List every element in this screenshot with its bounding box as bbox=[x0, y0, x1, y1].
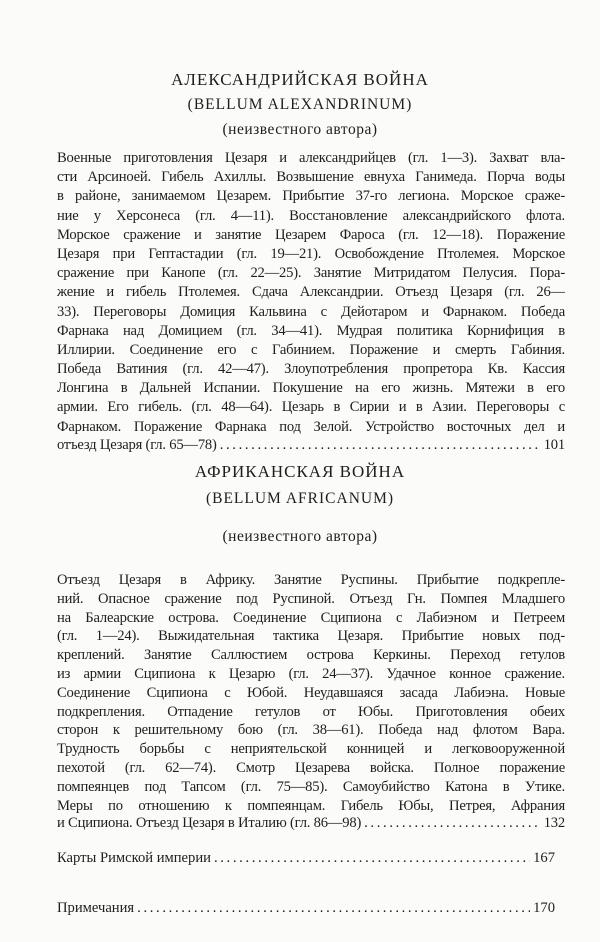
section1-text-line: 33). Переговоры Домиция Кальвина с Дейотаром и Фарнаком. Победа bbox=[57, 303, 565, 320]
section2-page-number: 132 bbox=[543, 815, 565, 832]
section2-text-line: (гл. 1—24). Выжидательная тактика Цезаря. Прибытие новых под- bbox=[57, 628, 565, 645]
section1-text-line: жение и гибель Птолемея. Сдача Александрии. Отъезд Цезаря (гл. 26— bbox=[57, 284, 565, 301]
section2-text-line: на Балеарские острова. Соединение Сципиона с Лабиэном и Петреем bbox=[57, 609, 565, 626]
toc-entry-notes bbox=[57, 900, 565, 917]
section1-text-line: в районе, занимаемом Цезарем. Прибытие 37-го легиона. Морское сраже- bbox=[57, 188, 565, 205]
dot-leader bbox=[137, 900, 530, 917]
section1-text-line: сти Арсиноей. Гибель Ахиллы. Возвышение евнуха Ганимеда. Порча воды bbox=[57, 169, 565, 186]
section2-latin-title: (BELLUM AFRICANUM) bbox=[205, 490, 395, 507]
section2-text-line: ний. Опасное сражение под Руспиной. Отъезд Гн. Помпея Младшего bbox=[57, 590, 565, 607]
section2-author: (неизвестного автора) bbox=[222, 528, 378, 545]
section2-text-line: Соединение Сципиона с Юбой. Неудавшаяся засада Лабиэна. Новые bbox=[57, 684, 565, 701]
section1-text-line: Иллирии. Соединение его с Габинием. Поражение и смерть Габиния. bbox=[57, 341, 565, 358]
section1-text-line: Победа Ватиния (гл. 42—47). Злоупотребления пропретора Кв. Кассия bbox=[57, 361, 565, 378]
section1-title: АЛЕКСАНДРИЙСКАЯ ВОЙНА bbox=[171, 70, 429, 89]
section1-latin-title: (BELLUM ALEXANDRINUM) bbox=[187, 96, 413, 113]
section1-text-line: Цезаря при Гептастадии (гл. 19—21). Освобождение Птолемея. Морское bbox=[57, 245, 565, 262]
section2-text-line: пехотой (гл. 62—74). Смотр Цезарева войска. Полное поражение bbox=[57, 759, 565, 776]
section2-text-line: подкрепления. Отпадение гетулов от Юбы. Приготовления обеих bbox=[57, 703, 565, 720]
section1-text-line: Лонгина в Дальней Испании. Покушение на его жизнь. Мятежи в его bbox=[57, 380, 565, 397]
dot-leader bbox=[220, 437, 541, 454]
toc-page-number: 170 bbox=[533, 900, 555, 916]
section2-text-line: сторон к решительному бою (гл. 38—61). Победа над флотом Вара. bbox=[57, 722, 565, 739]
section1-toc-entry bbox=[57, 437, 565, 454]
section2-text-line: Трудность борьбы с неприятельской конницей и легковооруженной bbox=[57, 741, 565, 758]
section2-text-line: помпеянцев под Тапсом (гл. 75—85). Самоубийство Катона в Утике. bbox=[57, 778, 565, 795]
dot-leader bbox=[214, 850, 530, 867]
section1-author: (неизвестного автора) bbox=[222, 121, 378, 138]
toc-entry-maps bbox=[57, 850, 565, 867]
section2-text-line: из армии Сципиона к Цезарю (гл. 24—37). Удачное конное сражение. bbox=[57, 665, 565, 682]
section1-text-line: ние у Херсонеса (гл. 4—11). Восстановление александрийского флота. bbox=[57, 207, 565, 224]
section1-summary bbox=[57, 149, 565, 454]
dot-leader bbox=[364, 815, 541, 832]
section2-text-line: креплений. Занятие Саллюстием острова Керкины. Переход гетулов bbox=[57, 647, 565, 664]
section1-text-line: Военные приготовления Цезаря и александрийцев (гл. 1—3). Захват вла- bbox=[57, 150, 565, 166]
section1-text-line: Фарнаком. Поражение Фарнака под Зелой. Устройство восточных дел и bbox=[57, 418, 565, 435]
section2-toc-entry bbox=[57, 815, 565, 832]
section2-text-line: Меры по отношению к помпеянцам. Гибель Юбы, Петрея, Афрания bbox=[57, 797, 565, 814]
section2-summary bbox=[57, 571, 565, 832]
section1-text-line: Морское сражение и занятие Цезарем Фароса (гл. 12—18). Поражение bbox=[57, 226, 565, 243]
section1-text-line: армии. Его гибель. (гл. 48—64). Цезарь в Сирии и в Азии. Переговоры с bbox=[57, 399, 565, 416]
section2-title: АФРИКАНСКАЯ ВОЙНА bbox=[194, 462, 406, 481]
toc-page-number: 167 bbox=[533, 850, 555, 866]
toc-label: Примечания bbox=[57, 900, 135, 916]
section1-last-line: отъезд Цезаря (гл. 65—78) bbox=[57, 436, 217, 453]
section1-text-line: сражение при Канопе (гл. 22—25). Занятие Митридатом Пелусия. Пора- bbox=[57, 265, 565, 282]
toc-label: Карты Римской империи bbox=[57, 850, 211, 866]
section1-page-number: 101 bbox=[543, 436, 565, 453]
section2-text-line: Отъезд Цезаря в Африку. Занятие Руспины. Прибытие подкрепле- bbox=[57, 572, 565, 588]
section1-text-line: Фарнака над Домицием (гл. 34—41). Мудрая политика Корнифиция в bbox=[57, 322, 565, 339]
section2-last-line: и Сципиона. Отъезд Цезаря в Италию (гл. 86—98) bbox=[57, 815, 362, 832]
